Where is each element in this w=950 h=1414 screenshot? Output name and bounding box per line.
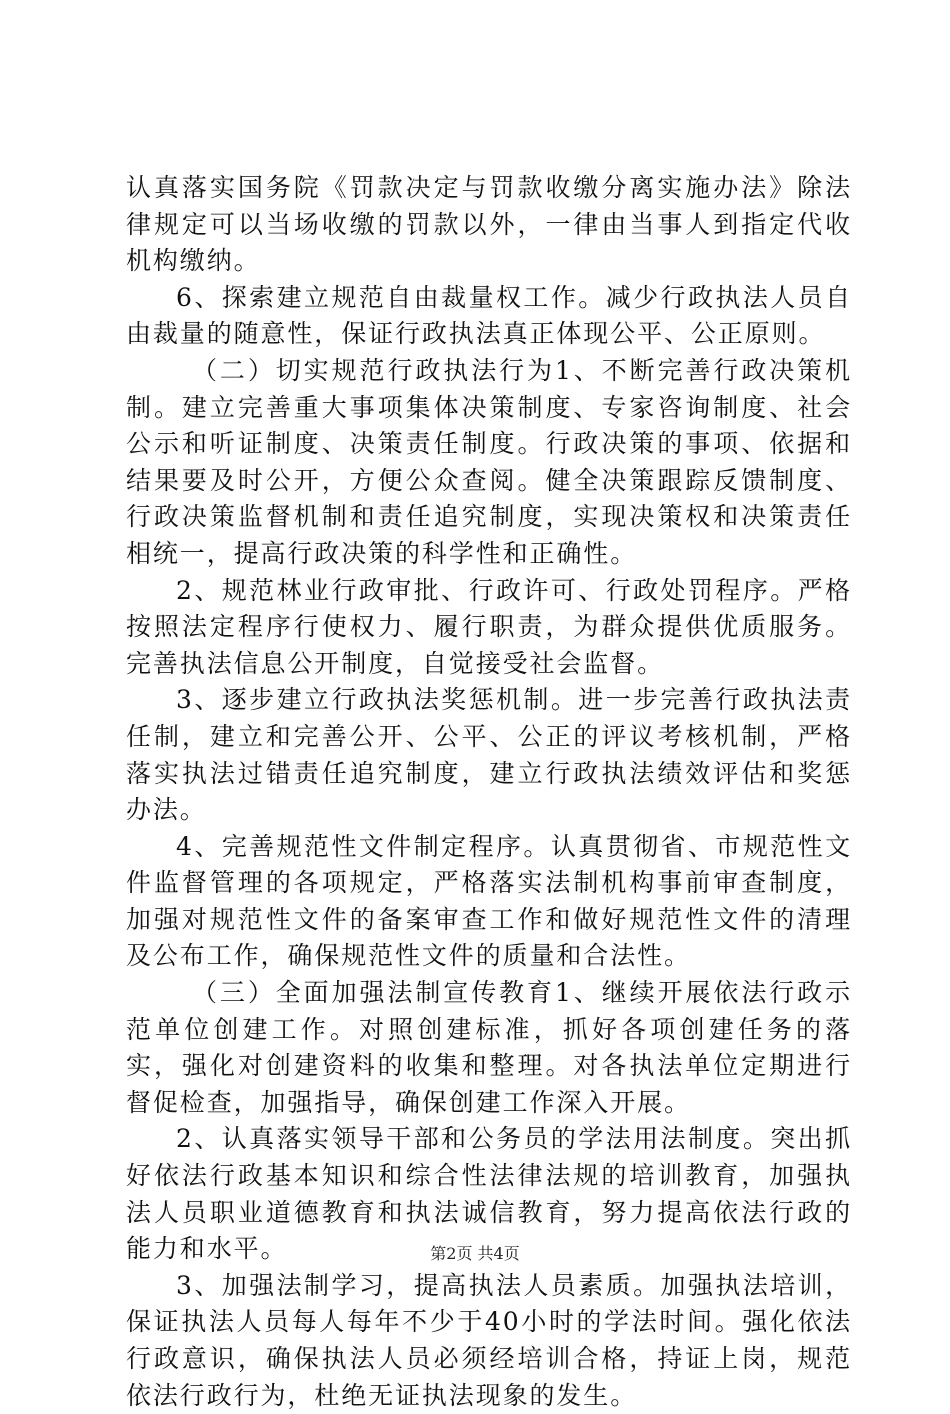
paragraph-4: 2、规范林业行政审批、行政许可、行政处罚程序。严格按照法定程序行使权力、履行职责，为群众提供优质服务。完善执法信息公开制度，自觉接受社会监督。 bbox=[126, 575, 852, 678]
paragraph-3: （二）切实规范行政执法行为1、不断完善行政决策机制。建立完善重大事项集体决策制度、专家咨询制度、社会公示和听证制度、决策责任制度。行政决策的事项、依据和结果要及时公开，方便公众查阅。健全决策跟踪反馈制度、行政决策监督机制和责任追究制度，实现决策权和决策责任相统一，提高行政决策的科学性和正确性。 bbox=[126, 355, 852, 568]
paragraph-5: 3、逐步建立行政执法奖惩机制。进一步完善行政执法责任制，建立和完善公开、公平、公正的评议考核机制，严格落实执法过错责任追究制度，建立行政执法绩效评估和奖惩办法。 bbox=[126, 685, 852, 825]
page-footer bbox=[0, 1244, 950, 1264]
paragraph-9: 3、加强法制学习，提高执法人员素质。加强执法培训，保证执法人员每人每年不少于40小时的学法时间。强化依法行政意识，确保执法人员必须经培训合格，持证上岗，规范依法行政行为，杜绝无证执法现象的发生。 bbox=[126, 1270, 852, 1410]
paragraph-7: （三）全面加强法制宣传教育1、继续开展依法行政示范单位创建工作。对照创建标准，抓好各项创建任务的落实，强化对创建资料的收集和整理。对各执法单位定期进行督促检查，加强指导，确保创建工作深入开展。 bbox=[126, 978, 852, 1117]
page-number: 第2页 共4页 bbox=[430, 1244, 520, 1263]
document-body bbox=[126, 170, 852, 1414]
paragraph-6: 4、完善规范性文件制定程序。认真贯彻省、市规范性文件监督管理的各项规定，严格落实法制机构事前审查制度，加强对规范性文件的备案审查工作和做好规范性文件的清理及公布工作，确保规范性文件的质量和合法性。 bbox=[126, 831, 852, 971]
paragraph-2: 6、探索建立规范自由裁量权工作。减少行政执法人员自由裁量的随意性，保证行政执法真正体现公平、公正原则。 bbox=[126, 282, 852, 349]
paragraph-8: 2、认真落实领导干部和公务员的学法用法制度。突出抓好依法行政基本知识和综合性法律法规的培训教育，加强执法人员职业道德教育和执法诚信教育，努力提高依法行政的能力和水平。 bbox=[126, 1124, 852, 1264]
paragraph-1: 认真落实国务院《罚款决定与罚款收缴分离实施办法》除法律规定可以当场收缴的罚款以外，一律由当事人到指定代收机构缴纳。 bbox=[126, 173, 852, 276]
